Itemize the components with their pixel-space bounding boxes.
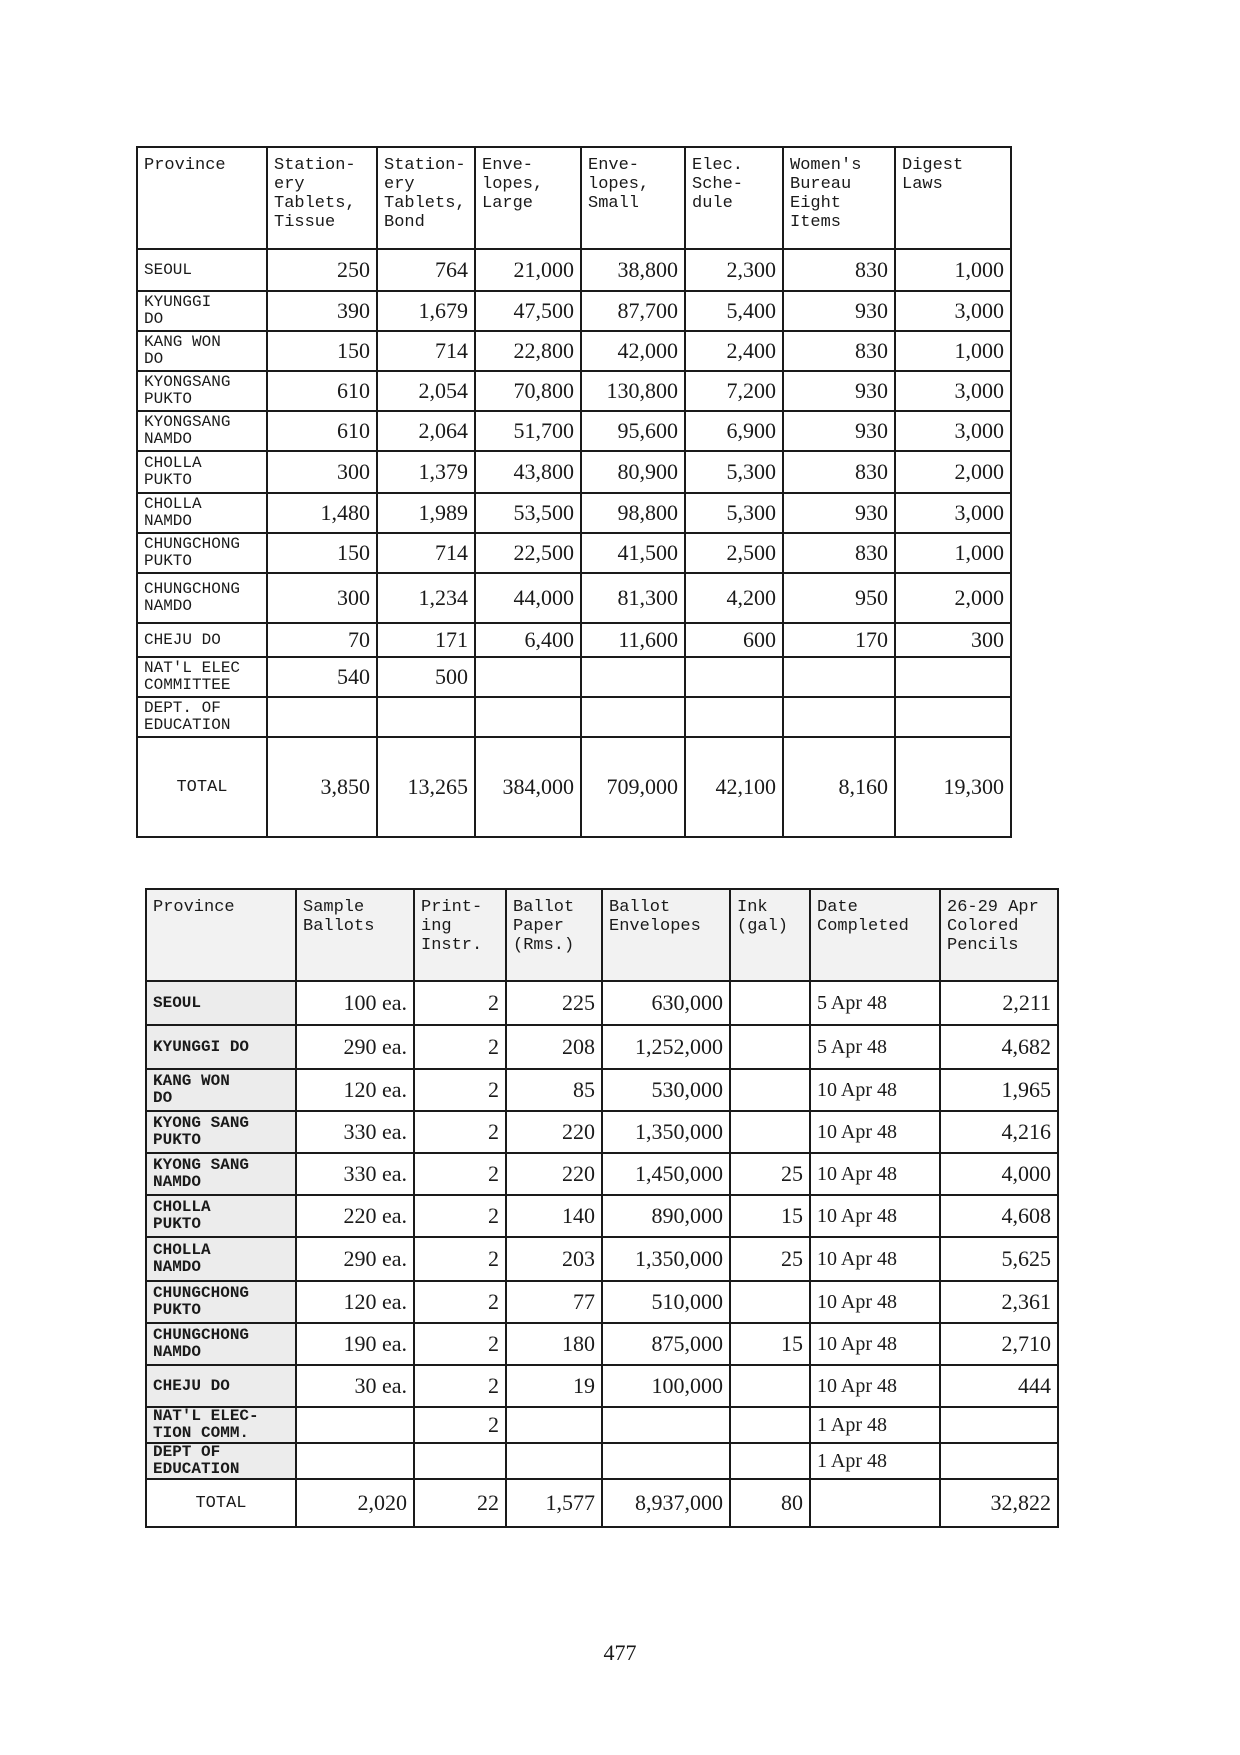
value-cell: 80 [730, 1479, 810, 1527]
value-cell [602, 1443, 730, 1479]
value-cell: 6,400 [475, 623, 581, 657]
value-cell: 4,608 [940, 1195, 1058, 1237]
value-cell: 610 [267, 411, 377, 451]
value-cell: 3,000 [895, 411, 1011, 451]
province-cell: CHOLLA PUKTO [137, 451, 267, 493]
value-cell: 150 [267, 533, 377, 573]
province-cell: CHEJU DO [137, 623, 267, 657]
province-cell: CHUNGCHONG PUKTO [146, 1281, 296, 1323]
province-cell: DEPT OF EDUCATION [146, 1443, 296, 1479]
table2-header-4: Ballot Envelopes [602, 889, 730, 981]
value-cell: 1,000 [895, 533, 1011, 573]
value-cell: 1,350,000 [602, 1237, 730, 1281]
province-cell: KANG WON DO [146, 1069, 296, 1111]
value-cell: 330 ea. [296, 1153, 414, 1195]
value-cell: 47,500 [475, 291, 581, 331]
value-cell: 384,000 [475, 737, 581, 837]
value-cell: 21,000 [475, 249, 581, 291]
value-cell: 5,625 [940, 1237, 1058, 1281]
table2-header-1: Sample Ballots [296, 889, 414, 981]
value-cell: 100,000 [602, 1365, 730, 1407]
value-cell: 2 [414, 1323, 506, 1365]
value-cell [940, 1443, 1058, 1479]
province-cell: KYUNGGI DO [146, 1025, 296, 1069]
value-cell: 2 [414, 981, 506, 1025]
value-cell: 1,379 [377, 451, 475, 493]
table-row [146, 1323, 1058, 1365]
value-cell: 100 ea. [296, 981, 414, 1025]
table-row [146, 1237, 1058, 1281]
value-cell [685, 657, 783, 697]
value-cell [581, 697, 685, 737]
value-cell: 10 Apr 48 [810, 1195, 940, 1237]
value-cell: 44,000 [475, 573, 581, 623]
value-cell: 2,020 [296, 1479, 414, 1527]
value-cell: 300 [895, 623, 1011, 657]
value-cell: 2 [414, 1069, 506, 1111]
value-cell: 70,800 [475, 371, 581, 411]
table-row [137, 493, 1011, 533]
value-cell: 530,000 [602, 1069, 730, 1111]
value-cell: 22,500 [475, 533, 581, 573]
value-cell: 2,000 [895, 451, 1011, 493]
value-cell: 51,700 [475, 411, 581, 451]
value-cell: 540 [267, 657, 377, 697]
value-cell: 2 [414, 1237, 506, 1281]
value-cell: 32,822 [940, 1479, 1058, 1527]
value-cell: 2,300 [685, 249, 783, 291]
value-cell: 300 [267, 451, 377, 493]
value-cell: 225 [506, 981, 602, 1025]
province-cell: KYONG SANG NAMDO [146, 1153, 296, 1195]
table2-header-0: Province [146, 889, 296, 981]
table-row [137, 573, 1011, 623]
total-label: TOTAL [146, 1479, 296, 1527]
value-cell: 43,800 [475, 451, 581, 493]
value-cell: 2,054 [377, 371, 475, 411]
value-cell: 98,800 [581, 493, 685, 533]
value-cell: 87,700 [581, 291, 685, 331]
province-cell: NAT'L ELEC- TION COMM. [146, 1407, 296, 1443]
table-row [137, 371, 1011, 411]
value-cell [810, 1479, 940, 1527]
value-cell [506, 1443, 602, 1479]
value-cell: 150 [267, 331, 377, 371]
value-cell: 41,500 [581, 533, 685, 573]
value-cell: 709,000 [581, 737, 685, 837]
value-cell: 2 [414, 1111, 506, 1153]
value-cell: 1,450,000 [602, 1153, 730, 1195]
value-cell [475, 657, 581, 697]
value-cell: 830 [783, 533, 895, 573]
value-cell: 10 Apr 48 [810, 1323, 940, 1365]
value-cell: 3,000 [895, 291, 1011, 331]
province-cell: CHUNGCHONG PUKTO [137, 533, 267, 573]
value-cell: 8,937,000 [602, 1479, 730, 1527]
value-cell: 930 [783, 371, 895, 411]
table2-total-row [146, 1479, 1058, 1527]
value-cell: 444 [940, 1365, 1058, 1407]
value-cell: 390 [267, 291, 377, 331]
value-cell: 10 Apr 48 [810, 1069, 940, 1111]
value-cell: 1,350,000 [602, 1111, 730, 1153]
value-cell: 1,234 [377, 573, 475, 623]
value-cell: 890,000 [602, 1195, 730, 1237]
value-cell: 220 [506, 1153, 602, 1195]
table1-header-6: Women's Bureau Eight Items [783, 147, 895, 249]
table-row [137, 249, 1011, 291]
value-cell: 330 ea. [296, 1111, 414, 1153]
value-cell [296, 1443, 414, 1479]
value-cell: 220 [506, 1111, 602, 1153]
value-cell: 19,300 [895, 737, 1011, 837]
value-cell: 930 [783, 291, 895, 331]
province-cell: KYUNGGI DO [137, 291, 267, 331]
table2-header-row [146, 889, 1058, 981]
value-cell [895, 697, 1011, 737]
value-cell: 25 [730, 1153, 810, 1195]
value-cell: 4,000 [940, 1153, 1058, 1195]
value-cell: 2,400 [685, 331, 783, 371]
province-cell: DEPT. OF EDUCATION [137, 697, 267, 737]
value-cell: 2 [414, 1365, 506, 1407]
table1-header-0: Province [137, 147, 267, 249]
value-cell: 42,000 [581, 331, 685, 371]
value-cell: 11,600 [581, 623, 685, 657]
value-cell: 3,000 [895, 371, 1011, 411]
value-cell: 38,800 [581, 249, 685, 291]
value-cell [730, 1407, 810, 1443]
value-cell: 1,577 [506, 1479, 602, 1527]
value-cell: 2,211 [940, 981, 1058, 1025]
value-cell [506, 1407, 602, 1443]
province-cell: NAT'L ELEC COMMITTEE [137, 657, 267, 697]
value-cell: 714 [377, 533, 475, 573]
value-cell: 8,160 [783, 737, 895, 837]
value-cell: 15 [730, 1323, 810, 1365]
value-cell: 1,679 [377, 291, 475, 331]
value-cell: 130,800 [581, 371, 685, 411]
value-cell: 1 Apr 48 [810, 1443, 940, 1479]
total-label: TOTAL [137, 737, 267, 837]
value-cell: 2,064 [377, 411, 475, 451]
table2-header-7: 26-29 Apr Colored Pencils [940, 889, 1058, 981]
value-cell: 950 [783, 573, 895, 623]
value-cell: 290 ea. [296, 1237, 414, 1281]
province-cell: CHOLLA NAMDO [146, 1237, 296, 1281]
value-cell: 13,265 [377, 737, 475, 837]
value-cell: 4,216 [940, 1111, 1058, 1153]
province-cell: KYONGSANG NAMDO [137, 411, 267, 451]
table-row [146, 1443, 1058, 1479]
value-cell: 610 [267, 371, 377, 411]
table-row [137, 291, 1011, 331]
value-cell [940, 1407, 1058, 1443]
value-cell: 25 [730, 1237, 810, 1281]
value-cell: 42,100 [685, 737, 783, 837]
value-cell: 7,200 [685, 371, 783, 411]
value-cell: 500 [377, 657, 475, 697]
value-cell: 300 [267, 573, 377, 623]
value-cell: 171 [377, 623, 475, 657]
value-cell: 120 ea. [296, 1281, 414, 1323]
table-row [137, 331, 1011, 371]
value-cell: 4,200 [685, 573, 783, 623]
supplies-table-1 [136, 146, 1012, 838]
value-cell [296, 1407, 414, 1443]
value-cell: 220 ea. [296, 1195, 414, 1237]
value-cell: 2 [414, 1195, 506, 1237]
table2-header-2: Print- ing Instr. [414, 889, 506, 981]
table-row [137, 623, 1011, 657]
province-cell: SEOUL [137, 249, 267, 291]
table-row [146, 981, 1058, 1025]
value-cell: 85 [506, 1069, 602, 1111]
value-cell: 930 [783, 493, 895, 533]
value-cell [895, 657, 1011, 697]
value-cell: 1,252,000 [602, 1025, 730, 1069]
value-cell: 5 Apr 48 [810, 981, 940, 1025]
table-row [137, 657, 1011, 697]
value-cell [730, 1025, 810, 1069]
table2-header-5: Ink (gal) [730, 889, 810, 981]
value-cell: 5,400 [685, 291, 783, 331]
value-cell: 5 Apr 48 [810, 1025, 940, 1069]
value-cell [783, 657, 895, 697]
value-cell [730, 981, 810, 1025]
value-cell: 875,000 [602, 1323, 730, 1365]
value-cell [730, 1069, 810, 1111]
value-cell: 208 [506, 1025, 602, 1069]
value-cell: 10 Apr 48 [810, 1237, 940, 1281]
value-cell: 830 [783, 451, 895, 493]
value-cell: 22,800 [475, 331, 581, 371]
value-cell [730, 1443, 810, 1479]
value-cell: 1,989 [377, 493, 475, 533]
table2-header-6: Date Completed [810, 889, 940, 981]
table1-header-5: Elec. Sche- dule [685, 147, 783, 249]
value-cell [414, 1443, 506, 1479]
table-row [146, 1153, 1058, 1195]
value-cell: 2 [414, 1025, 506, 1069]
value-cell: 1 Apr 48 [810, 1407, 940, 1443]
table-row [146, 1195, 1058, 1237]
value-cell: 77 [506, 1281, 602, 1323]
province-cell: KYONGSANG PUKTO [137, 371, 267, 411]
value-cell: 2,710 [940, 1323, 1058, 1365]
table-row [137, 451, 1011, 493]
table1-header-row [137, 147, 1011, 249]
value-cell: 70 [267, 623, 377, 657]
table-row [146, 1111, 1058, 1153]
value-cell: 15 [730, 1195, 810, 1237]
value-cell: 53,500 [475, 493, 581, 533]
value-cell: 930 [783, 411, 895, 451]
value-cell [377, 697, 475, 737]
table-row [146, 1365, 1058, 1407]
value-cell: 3,000 [895, 493, 1011, 533]
value-cell: 2,500 [685, 533, 783, 573]
table1-total-row [137, 737, 1011, 837]
value-cell: 630,000 [602, 981, 730, 1025]
value-cell: 190 ea. [296, 1323, 414, 1365]
value-cell: 764 [377, 249, 475, 291]
table1-header-1: Station- ery Tablets, Tissue [267, 147, 377, 249]
province-cell: CHEJU DO [146, 1365, 296, 1407]
province-cell: CHUNGCHONG NAMDO [146, 1323, 296, 1365]
province-cell: KYONG SANG PUKTO [146, 1111, 296, 1153]
supplies-table-2 [145, 888, 1059, 1528]
table1-header-3: Enve- lopes, Large [475, 147, 581, 249]
value-cell: 290 ea. [296, 1025, 414, 1069]
value-cell: 22 [414, 1479, 506, 1527]
value-cell [602, 1407, 730, 1443]
value-cell: 714 [377, 331, 475, 371]
table-row [137, 411, 1011, 451]
value-cell: 1,000 [895, 331, 1011, 371]
value-cell: 120 ea. [296, 1069, 414, 1111]
value-cell: 1,000 [895, 249, 1011, 291]
province-cell: KANG WON DO [137, 331, 267, 371]
table1-header-2: Station- ery Tablets, Bond [377, 147, 475, 249]
value-cell: 2,000 [895, 573, 1011, 623]
value-cell: 30 ea. [296, 1365, 414, 1407]
value-cell: 2,361 [940, 1281, 1058, 1323]
value-cell: 95,600 [581, 411, 685, 451]
value-cell [267, 697, 377, 737]
table-row [137, 697, 1011, 737]
value-cell: 140 [506, 1195, 602, 1237]
value-cell [685, 697, 783, 737]
value-cell [730, 1111, 810, 1153]
table-row [146, 1069, 1058, 1111]
value-cell: 180 [506, 1323, 602, 1365]
table2-header-3: Ballot Paper (Rms.) [506, 889, 602, 981]
value-cell: 510,000 [602, 1281, 730, 1323]
value-cell: 830 [783, 331, 895, 371]
value-cell: 2 [414, 1153, 506, 1195]
value-cell: 10 Apr 48 [810, 1111, 940, 1153]
value-cell: 10 Apr 48 [810, 1281, 940, 1323]
value-cell: 5,300 [685, 493, 783, 533]
value-cell: 81,300 [581, 573, 685, 623]
value-cell: 80,900 [581, 451, 685, 493]
province-cell: SEOUL [146, 981, 296, 1025]
value-cell: 600 [685, 623, 783, 657]
table-row [146, 1025, 1058, 1069]
value-cell [730, 1281, 810, 1323]
value-cell: 1,480 [267, 493, 377, 533]
province-cell: CHUNGCHONG NAMDO [137, 573, 267, 623]
value-cell: 10 Apr 48 [810, 1365, 940, 1407]
value-cell: 10 Apr 48 [810, 1153, 940, 1195]
table1-header-7: Digest Laws [895, 147, 1011, 249]
value-cell: 830 [783, 249, 895, 291]
value-cell [730, 1365, 810, 1407]
value-cell [581, 657, 685, 697]
province-cell: CHOLLA NAMDO [137, 493, 267, 533]
value-cell: 4,682 [940, 1025, 1058, 1069]
value-cell: 170 [783, 623, 895, 657]
value-cell: 3,850 [267, 737, 377, 837]
value-cell: 203 [506, 1237, 602, 1281]
value-cell: 250 [267, 249, 377, 291]
value-cell: 1,965 [940, 1069, 1058, 1111]
value-cell [783, 697, 895, 737]
value-cell: 2 [414, 1407, 506, 1443]
page-number: 477 [603, 1640, 637, 1665]
table-row [146, 1281, 1058, 1323]
table1-header-4: Enve- lopes, Small [581, 147, 685, 249]
value-cell: 19 [506, 1365, 602, 1407]
province-cell: CHOLLA PUKTO [146, 1195, 296, 1237]
table-row [137, 533, 1011, 573]
table-row [146, 1407, 1058, 1443]
value-cell: 6,900 [685, 411, 783, 451]
value-cell: 2 [414, 1281, 506, 1323]
value-cell: 5,300 [685, 451, 783, 493]
value-cell [475, 697, 581, 737]
